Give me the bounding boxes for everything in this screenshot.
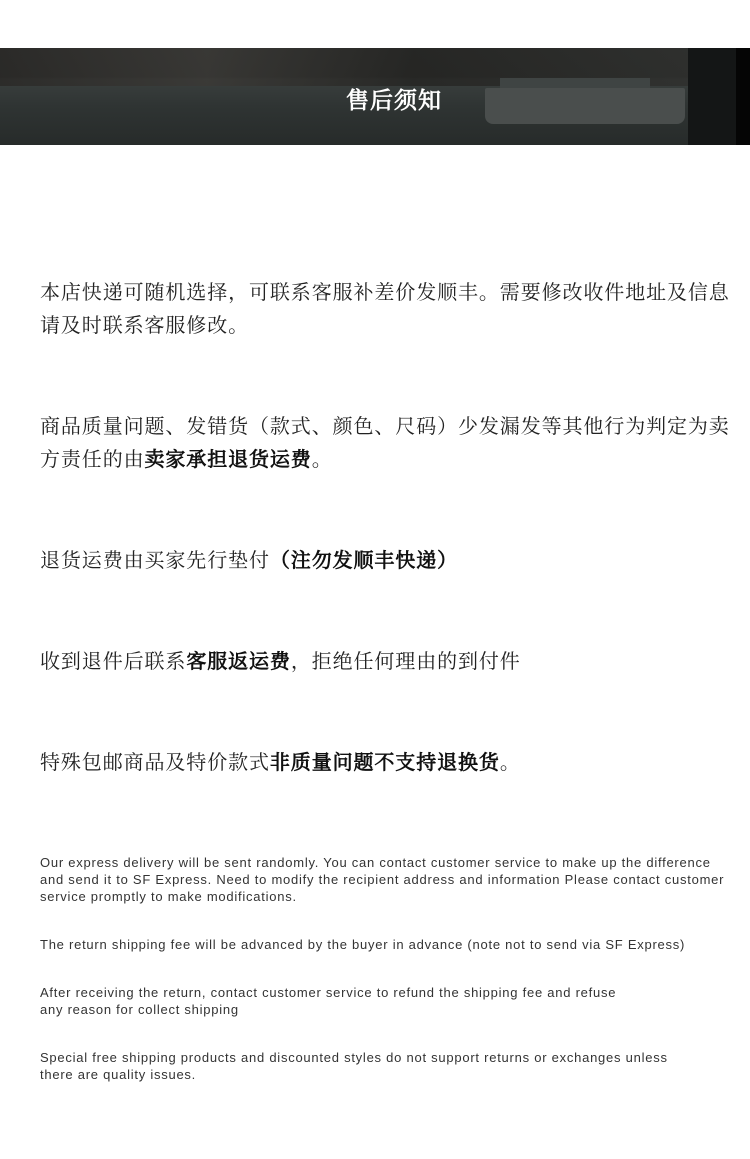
notice-en-1 — [40, 854, 724, 905]
notice-zh-4 — [40, 645, 740, 678]
notice-zh-5 — [40, 746, 740, 779]
line: Special free shipping products and discounted styles do not support returns or exchanges unless — [40, 1050, 668, 1065]
text: ，拒绝任何理由的到付件 — [290, 649, 521, 673]
line: After receiving the return, contact customer service to refund the shipping fee and refuse — [40, 985, 617, 1000]
text: 。 — [311, 447, 333, 471]
banner — [0, 48, 750, 145]
banner-title: 售后须知 — [346, 88, 442, 114]
text: 退货运费由买家先行垫付 — [40, 548, 270, 572]
emphasis: 非质量问题不支持退换货 — [269, 750, 500, 774]
emphasis: （注勿发顺丰快递） — [269, 548, 459, 572]
notice-zh-2 — [40, 410, 740, 476]
notice-zh-3 — [40, 544, 740, 577]
line: The return shipping fee will be advanced by the buyer in advance (note not to send via SF Express) — [40, 937, 686, 952]
notice-en-4 — [40, 1049, 668, 1083]
emphasis: 客服返运费 — [186, 649, 291, 673]
notice-en-3 — [40, 984, 616, 1018]
text: 。 — [499, 750, 521, 774]
emphasis: 卖家承担退货运费 — [144, 447, 312, 471]
line: Our express delivery will be sent randomly. You can contact customer service to make up the difference — [40, 855, 711, 870]
text: 收到退件后联系 — [40, 649, 187, 673]
line: any reason for collect shipping — [40, 1002, 239, 1017]
line: there are quality issues. — [40, 1067, 197, 1082]
line: and send it to SF Express. Need to modify the recipient address and information Please contact customer — [40, 872, 725, 887]
notice-en-2 — [40, 936, 685, 953]
text: 商品质量问题、发错货（款式、颜色、尺码）少发漏发等其他行为判定为卖方责任的由 — [40, 414, 730, 471]
notice-zh-1: 本店快递可随机选择，可联系客服补差价发顺丰。需要修改收件地址及信息请及时联系客服修改。 — [40, 280, 730, 337]
text: 特殊包邮商品及特价款式 — [40, 750, 270, 774]
line: service promptly to make modifications. — [40, 889, 297, 904]
